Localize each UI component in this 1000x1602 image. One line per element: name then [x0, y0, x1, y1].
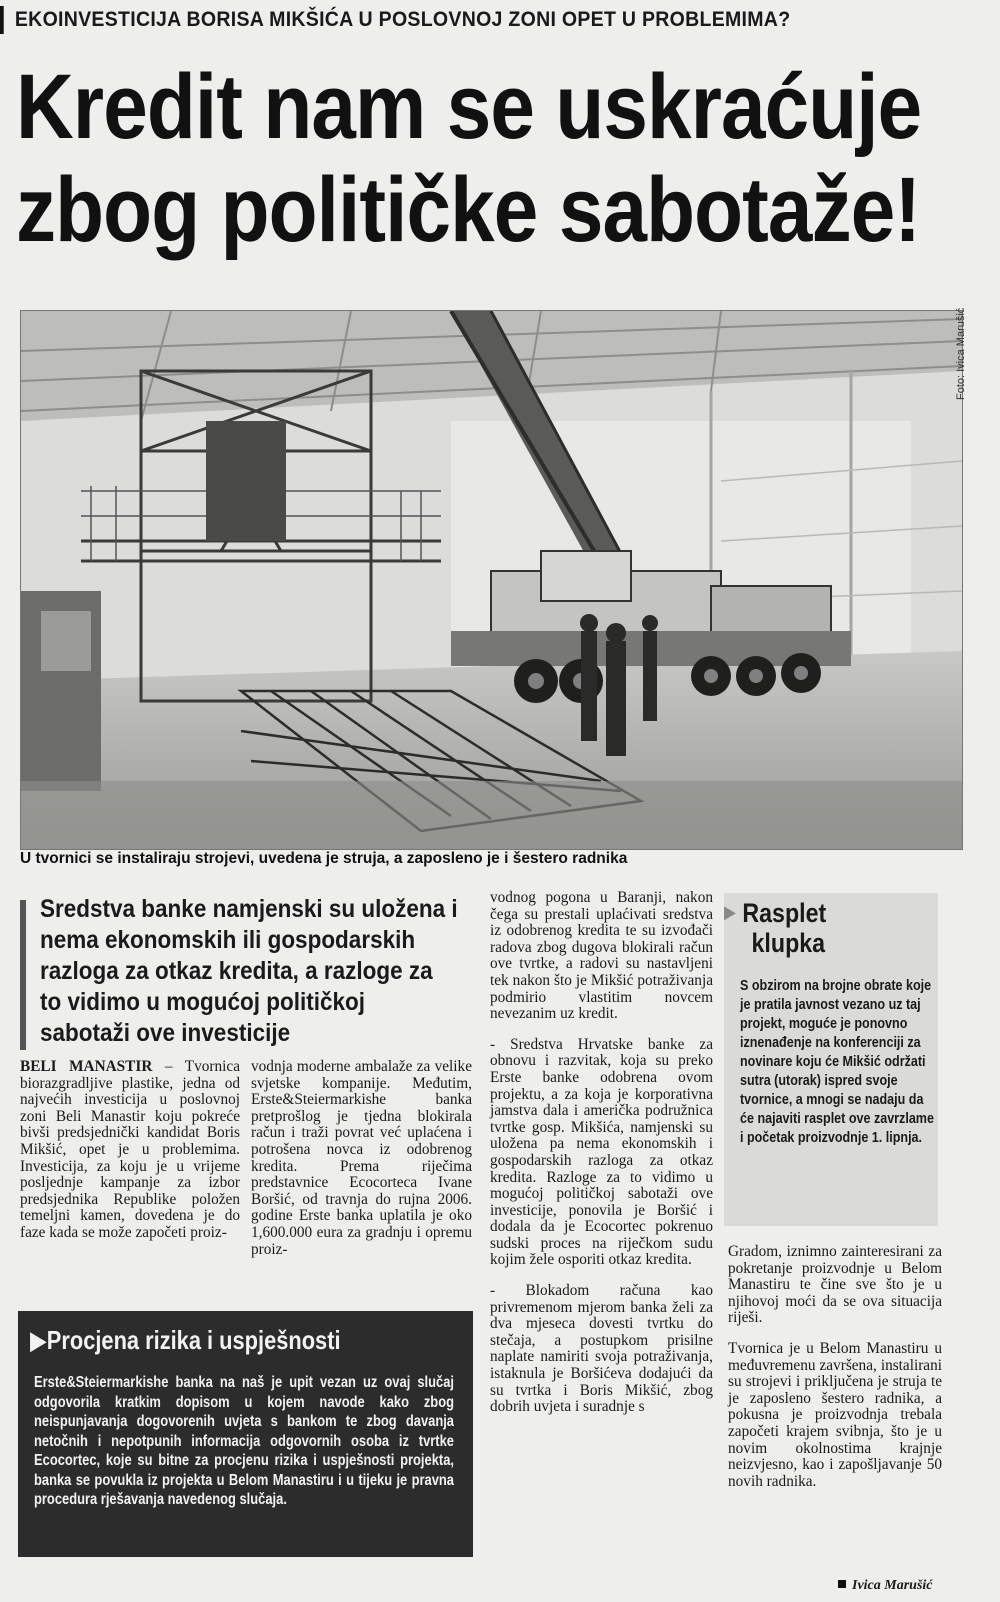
- column-3-paragraph-3: - Blokadom računa kao privremenom mjerom banka želi za dva mjeseca dovesti tvrtku do stečaja, a postupkom prisilne naplate namiriti svoja potraživanja, istaknula je Boršićeva dodajući da su tvrtka i Boris Mikšić, zbog dobrih uvjeta i suradnje s: [490, 1282, 713, 1416]
- headline-line-2: zbog političke sabotaže!: [16, 159, 921, 261]
- sidebar-title-line-1: Rasplet: [742, 898, 827, 928]
- sidebar-arrow-icon: ▶: [724, 902, 736, 922]
- sidebar-title-line-2: klupka: [751, 928, 826, 958]
- photo-caption: U tvornici se instaliraju strojevi, uvedena je struja, a zaposleno je i šestero radnika: [20, 850, 628, 867]
- lead-line-1: Sredstva banke namjenski su uložena i: [40, 895, 458, 923]
- article-column-2: [251, 1059, 472, 1258]
- byline-square-icon: [838, 1580, 846, 1588]
- photo-credit: Foto: Ivica Marušić: [955, 307, 967, 400]
- box-body: Erste&Steiermarkishe banka na naš je upit vezan uz ovaj slučaj odgovorila kratkim dopisom u kojem navode kako zbog neispunjavanja dogovorenih uvjeta s bankom te zbog davanja netočnih i nepotpunih informacija odgovornih osoba iz tvrtke Ecocortec, koje su bitne za procjenu rizika i uspješnosti projekta, banka se povukla iz projekta u Belom Manastiru i u tijeku je pravna procedura rješavanja navedenog slučaja.: [34, 1374, 454, 1508]
- article-column-1: [20, 1059, 240, 1242]
- lead-line-4: to vidimo u mogućoj političkoj: [40, 988, 365, 1016]
- lead-line-3: razloga za otkaz kredita, a razloge za: [40, 957, 433, 985]
- sidebar-body: S obzirom na brojne obrate koje je pratila javnost vezano uz taj projekt, moguće je ponovno iznenađenje na konferenciji za novinare koju će Mikšić održati sutra (utorak) ispred svoje tvornice, a mnogi se nadaju da će najaviti rasplet ove zavrzlame i početak proizvodnje 1. lipnja.: [740, 978, 934, 1146]
- column-3-paragraph-2: - Sredstva Hrvatske banke za obnovu i razvitak, koja su preko Erste banke odobrena ovom projektu, a za koja je korporativna jamstva dala i američka podružnica tvrtke gosp. Mikšića, namjenski su uložena pa nema ekonomskih i gospodarskih razloga za otkaz kredita. Razloge za to vidimo u mogućoj političkoj sabotaži ove investicije, ponovila je Boršić i dodala da je Ecocortec pokrenuo sudski proces na riječkom sudu kojim žele osporiti otkaz kredita.: [490, 1035, 713, 1269]
- kicker-rule: [0, 6, 4, 34]
- byline-text: Ivica Marušić: [852, 1578, 933, 1593]
- sidebar-box: [724, 893, 938, 1226]
- photo: [20, 310, 963, 850]
- lead-rule: [20, 900, 26, 1050]
- column-4-paragraph-1: Gradom, iznimno zainteresirani za pokretanje proizvodnje u Belom Manastiru te čine sve što je u njihovoj moći da se ova situacija riješi.: [728, 1243, 942, 1327]
- lead-line-2: nema ekonomskih ili gospodarskih: [40, 926, 416, 954]
- box-title-text: Procjena rizika i uspješnosti: [46, 1325, 341, 1355]
- lead-line-5: sabotaži ove investicije: [40, 1019, 291, 1047]
- risk-assessment-box: [18, 1311, 473, 1557]
- column-1-text: – Tvornica biorazgradljive plastike, jedna od najvećih investicija u poslovnoj zoni Beli Manastir koju pokreće bivši predsjednički kandidat Boris Mikšić, opet je u problemima. Investicija, za koju je u vrijeme posljednje kampanje za izbor predsjednika Republike položen temeljni kamen, dovedena je do faze kada se može započeti proiz-: [20, 1058, 240, 1241]
- column-4-paragraph-2: Tvornica je u Belom Manastiru u međuvremenu završena, instalirani su strojevi i priključena je struja te je zaposleno šestero radnika, a pokusna je proizvodnja trebala započeti krajem svibnja, što je u novim okolnostima krajnje neizvjesno, kao i zapošljavanje 50 novih radnika.: [728, 1339, 942, 1490]
- article-column-4: [728, 1244, 942, 1490]
- article-column-3: [490, 890, 713, 1416]
- lead: [40, 894, 472, 1049]
- dateline: BELI MANASTIR: [20, 1058, 153, 1075]
- kicker-text: EKOINVESTICIJA BORISA MIKŠIĆA U POSLOVNOJ ZONI OPET U PROBLEMIMA?: [14, 8, 791, 31]
- column-3-paragraph-1: vodnog pogona u Baranji, nakon čega su prestali uplaćivati sredstva iz odobrenog kredita te su izvođači radova zbog dugova blokirali račun ove tvrtke, a radovi su nastavljeni tek nakon što je Mikšić potraživanja podmirio vlastitim novcem nevezanim uz kredit.: [490, 889, 713, 1023]
- factory-crane-photo: [21, 311, 962, 849]
- headline: [16, 56, 973, 262]
- box-title: ▶Procjena rizika i uspješnosti: [30, 1325, 341, 1355]
- column-2-text: vodnja moderne ambalaže za velike svjetske kompanije. Međutim, Erste&Steiermarkishe banka pretprošlog je tjedna blokirala račun i traži povrat već uplaćena i potrošena novca iz odobrenog kredita. Prema riječima predstavnice Ecocorteca Ivane Boršić, od travnja do rujna 2006. godine Erste banka uplatila je oko 1,600.000 eura za gradnju i opremu proiz-: [251, 1058, 472, 1258]
- sidebar-title: [724, 897, 908, 958]
- kicker: [0, 6, 930, 42]
- byline: [838, 1578, 978, 1594]
- headline-line-1: Kredit nam se uskraćuje: [16, 56, 922, 158]
